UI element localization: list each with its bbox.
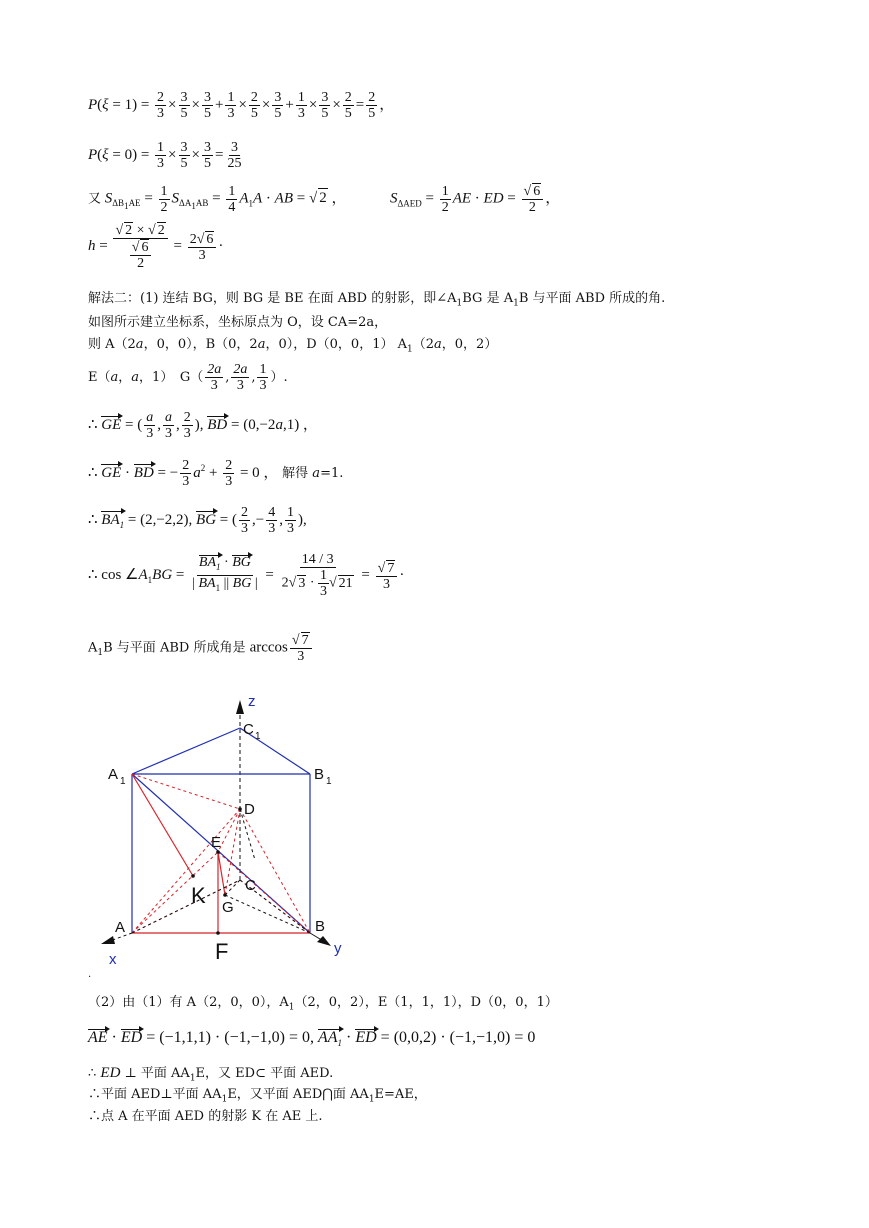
label-k: K	[191, 883, 206, 908]
segment-a1k	[132, 774, 193, 876]
label-c1: C	[243, 721, 254, 738]
segment-eg	[218, 852, 225, 895]
label-b1-sub: 1	[326, 776, 332, 787]
z-axis-arrow	[236, 700, 244, 714]
edge-a1c1	[132, 728, 240, 774]
label-c: C	[245, 877, 256, 894]
y-axis-arrow	[317, 936, 331, 946]
height-line: h = $\frac{√ 2 \times √ 2}{\frac{√ 6}{2}}$ = $\frac{2√ 6}{3}$ ·	[88, 223, 224, 271]
label-y: y	[334, 940, 342, 957]
label-f: F	[215, 939, 229, 964]
label-d: D	[244, 801, 255, 818]
coord-setup-line: 如图所示建立坐标系，坐标原点为 O，设 CA=2a，	[88, 315, 388, 330]
prob-xi-1-line: P(ξ = 1) = $\frac{2}{3}$ × $\frac{3}{5}$ × $\frac{3}{5}$ + $\frac{1}{3}$ × $\frac{2}{5}$ × $\frac{3}{5}$ + $\frac{1}{3}$ × $\frac{3}{5}$ × $\frac{2}{5}$ = $\frac{2}{5}$ ，	[88, 90, 395, 121]
perpendicular-vectors-line: AE · ED = (−1,1,1) · (−1,−1,0) = 0, $AA_1$ · ED = (0,0,2) · (−1,−1,0) = 0	[88, 1029, 535, 1052]
plane-perp-line: ∴平面 AED⊥平面 $AA_1E$，又平面 AED⋂面 $AA_1E=AE$，	[88, 1087, 427, 1105]
projection-line: ∴点 A 在平面 AED 的射影 K 在 AE 上.	[88, 1109, 323, 1124]
coords-line: 则 A（2a，0，0），B（0，2a，0），D（0，0，1） $A_1(2a$，0，2）	[88, 337, 498, 355]
label-z: z	[248, 693, 256, 710]
label-a1: A	[108, 766, 119, 783]
x-axis-arrow	[101, 936, 115, 944]
area-line: 又 $S_{\Delta B_1AE}$ = $\frac{1}{2}$ $S_{\Delta A_1AB}$ = $\frac{1}{4}$ $A_1A$ · AB = √ 2 ， $S_{\Delta AED}$ = $\frac{1}{2}$ AE · ED = $\frac{√ 6}{2}$ ，	[88, 183, 561, 215]
dot-product-line: ∴ GE · BD = − $\frac{2}{3}$ $a^2$ + $\frac{2}{3}$ = 0 ， 解得 a=1.	[88, 458, 344, 489]
label-b: B	[315, 918, 326, 935]
prob-xi-0-line: P(ξ = 0) = $\frac{1}{3}$ × $\frac{3}{5}$ × $\frac{3}{5}$ = $\frac{3}{25}$	[88, 140, 242, 171]
point-f	[216, 931, 220, 935]
vector-ba1-bg-line: ∴ $BA_1 = (2,-2,2)$, BG = ( $\frac{2}{3}$ ,− $\frac{4}{3}$ , $\frac{1}{3}$ ),	[88, 505, 307, 536]
point-k	[191, 874, 195, 878]
area-line-prefix: 又	[88, 191, 102, 207]
part-two-coords-line: （2）由（1）有 A（2，0，0），$A_1(2$，0，2），E（1，1，1），D（0，0，1）	[88, 995, 558, 1013]
angle-result-line: $A_1B$ 与平面 ABD 所成角是 arccos $\frac{√ 7}{3}$	[88, 632, 314, 664]
label-x: x	[109, 951, 117, 968]
label-c1-sub: 1	[255, 731, 261, 742]
label-a1-sub: 1	[120, 776, 126, 787]
label-a: A	[115, 919, 126, 936]
prism-figure	[95, 690, 365, 975]
label-b1: B	[314, 766, 325, 783]
coords-eg-line: E（a，a，1） G（ $\frac{2a}{3}$ , $\frac{2a}{3}$ , $\frac{1}{3}$ ）.	[88, 362, 288, 393]
label-g: G	[222, 899, 234, 916]
point-d	[238, 807, 242, 811]
cosine-line: ∴ $\cos \angle A_1BG$ = $\frac{BA_1 \cdot BG}{| BA_1 || BG |}$ = 14 / 3 2√ 3 · $\frac{1}{3}$ √ 21 = $\frac{√ 7}{3}$ ·	[88, 552, 405, 599]
ed-perp-line: ∴ ED ⊥ 平面 $AA_1E$，又 ED⊂ 平面 AED.	[88, 1065, 334, 1084]
point-g	[223, 893, 227, 897]
method-two-line: 解法二：(1) 连结 BG，则 BG 是 BE 在面 ABD 的射影，即$\angle A_1BG$ 是 $A_1B$ 与平面 ABD 所成的角.	[88, 291, 666, 309]
label-e: E	[211, 834, 222, 851]
stray-dot: .	[88, 969, 92, 980]
vector-ge-bd-line: ∴ GE = ( $\frac{a}{3}$ , $\frac{a}{3}$ , $\frac{2}{3}$ ), BD = (0,−2a,1) ，	[88, 410, 318, 441]
